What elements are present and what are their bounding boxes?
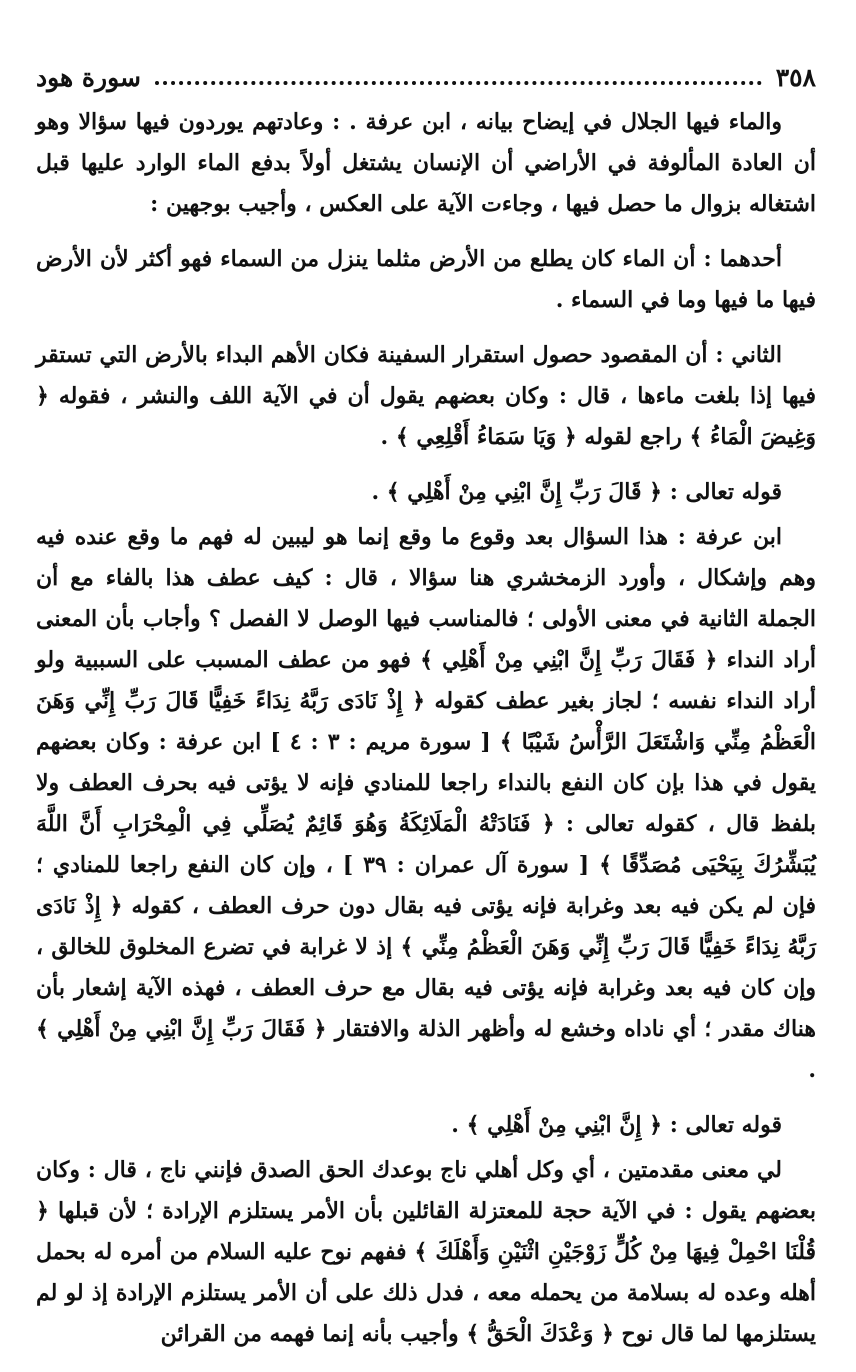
surah-title: سورة هود	[36, 62, 141, 92]
paragraph-two-premises: لي معنى مقدمتين ، أي وكل أهلي ناج بوعدك الحق الصدق فإنني ناج ، قال : وكان بعضهم يقول : في الآية حجة للمعتزلة القائلين بأن الأمر يستلزم الإرادة ؛ لأن قبلها ﴿ قُلْنَا احْمِلْ فِيهَا مِنْ كُلٍّ زَوْجَيْنِ اثْنَيْنِ وَأَهْلَكَ ﴾ ففهم نوح عليه السلام من أمره له بحمل أهله وعده له بسلامة من يحمله معه ، فدل ذلك على أن الأمر يستلزم الإرادة إذ لو لم يستلزمها لما قال نوح ﴿ وَعْدَكَ الْحَقُّ ﴾ وأجيب بأنه إنما فهمه من القرائن	[36, 1157, 816, 1347]
verse-heading: قوله تعالى : ﴿ إِنَّ ابْنِي مِنْ أَهْلِي ﴾ .	[451, 1112, 782, 1138]
page-header	[36, 52, 816, 102]
paragraph-second-answer: الثاني : أن المقصود حصول استقرار السفينة فكان الأهم البداء بالأرض التي تستقر فيها إذا بلغت ماءها ، قال : وكان بعضهم يقول أن في الآية اللف والنشر ، فقوله ﴿ وَغِيضَ الْمَاءُ ﴾ راجع لقوله ﴿ وَيَا سَمَاءُ أَقْلِعِي ﴾ .	[36, 342, 816, 450]
paragraph-intro: والماء فيها الجلال في إيضاح بيانه ، ابن عرفة . : وعادتهم يوردون فيها سؤالا وهو أن العادة المألوفة في الأراضي أن الإنسان يشتغل أولاً بدفع الماء الوارد عليها قبل اشتغاله بزوال ما حصل فيها ، وجاءت الآية على العكس ، وأجيب بوجهين :	[36, 109, 816, 217]
paragraph-first-answer: أحدهما : أن الماء كان يطلع من الأرض مثلما ينزل من السماء فهو أكثر لأن الأرض فيها ما فيها وما في السماء .	[36, 246, 816, 313]
header-dotted-leader	[155, 81, 762, 85]
paragraph-ibn-arafa: ابن عرفة : هذا السؤال بعد وقوع ما وقع إنما هو ليبين له فهم ما وقع عنده فيه وهم وإشكال ، وأورد الزمخشري هنا سؤالا ، قال : كيف عطف هذا بالفاء مع أن الجملة الثانية في معنى الأولى ؛ فالمناسب فيها الوصل لا الفصل ؟ وأجاب بأن المعنى أراد النداء ﴿ فَقَالَ رَبِّ إِنَّ ابْنِي مِنْ أَهْلِي ﴾ فهو من عطف المسبب على السببية ولو أراد النداء نفسه ؛ لجاز بغير عطف كقوله ﴿ إِذْ نَادَى رَبَّهُ نِدَاءً خَفِيًّا قَالَ رَبِّ إِنِّي وَهَنَ الْعَظْمُ مِنِّي وَاشْتَعَلَ الرَّأْسُ شَيْبًا ﴾ [ سورة مريم : ٣ : ٤ ] ابن عرفة : وكان بعضهم يقول في هذا بإن كان النفع بالنداء راجعا للمنادي فإنه لا يؤتى فيه بحرف العطف ولا بلفظ قال ، كقوله تعالى : ﴿ فَنَادَتْهُ الْمَلَائِكَةُ وَهُوَ قَائِمٌ يُصَلِّي فِي الْمِحْرَابِ أَنَّ اللَّهَ يُبَشِّرُكَ بِيَحْيَى مُصَدِّقًا ﴾ [ سورة آل عمران : ٣٩ ] ، وإن كان النفع راجعا للمنادي ؛ فإن لم يكن فيه بعد وغرابة فإنه يؤتى فيه بقال دون حرف العطف ، كقوله ﴿ إِذْ نَادَى رَبَّهُ نِدَاءً خَفِيًّا قَالَ رَبِّ إِنِّي وَهَنَ الْعَظْمُ مِنِّي ﴾ إذ لا غرابة في تضرع المخلوق للخالق ، وإن كان فيه بعد وغرابة فإنه يؤتى فيه بقال مع حرف العطف ، فهذه الآية إشعار بأن هناك مقدر ؛ أي ناداه وخشع له وأظهر الذلة والافتقار ﴿ فَقَالَ رَبِّ إِنَّ ابْنِي مِنْ أَهْلِي ﴾ .	[36, 524, 816, 1083]
verse-heading: قوله تعالى : ﴿ قَالَ رَبِّ إِنَّ ابْنِي مِنْ أَهْلِي ﴾ .	[371, 479, 782, 505]
page-number: ٣٥٨	[775, 62, 816, 92]
page-body	[36, 102, 816, 1355]
